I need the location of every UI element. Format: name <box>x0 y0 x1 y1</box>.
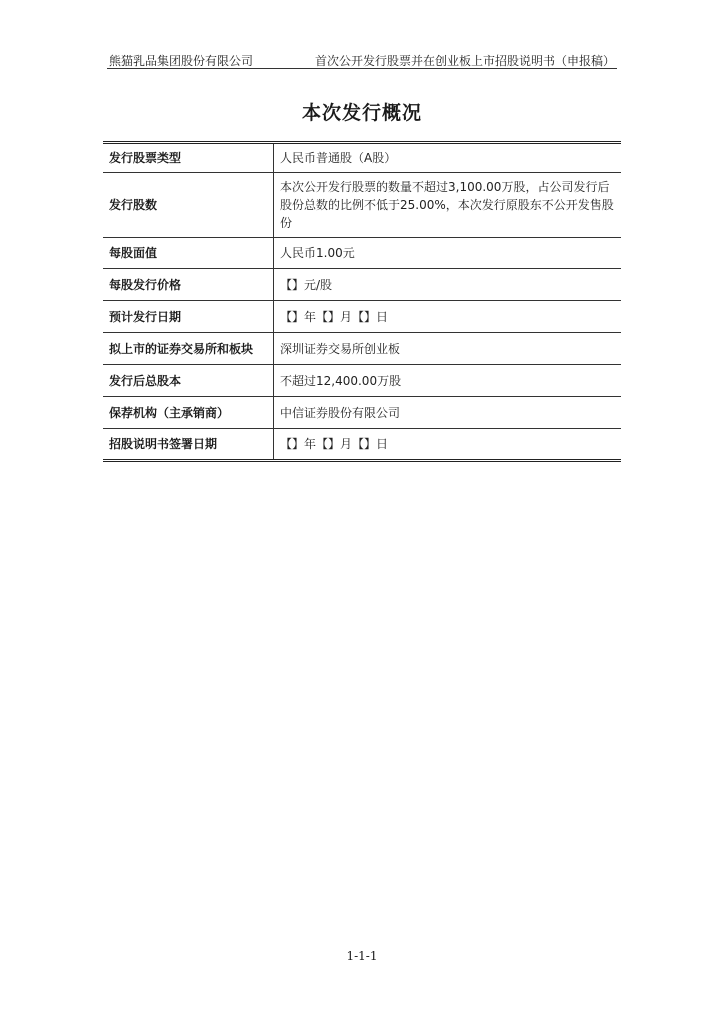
row-value: 【】元/股 <box>274 269 622 301</box>
row-value: 中信证券股份有限公司 <box>274 397 622 429</box>
row-value: 【】年【】月【】日 <box>280 437 389 451</box>
page-title: 本次发行概况 <box>301 102 422 124</box>
row-label: 发行股数 <box>103 173 274 238</box>
header-company-name: 熊猫乳品集团股份有限公司 <box>109 54 254 68</box>
row-value: 不超过12,400.00万股 <box>274 365 622 397</box>
row-label: 每股发行价格 <box>103 269 274 301</box>
row-label: 预计发行日期 <box>103 301 274 333</box>
table-row <box>103 269 621 301</box>
row-value: 深圳证券交易所创业板 <box>274 333 622 365</box>
row-value: 【】年【】月【】日 <box>274 301 622 333</box>
row-label: 招股说明书签署日期 <box>103 429 274 461</box>
header-document-title: 首次公开发行股票并在创业板上市招股说明书（申报稿） <box>314 54 615 68</box>
running-header <box>107 50 615 70</box>
offering-overview-table <box>103 141 621 462</box>
row-label: 每股面值 <box>103 238 274 269</box>
row-label: 发行后总股本 <box>103 365 274 397</box>
table-row <box>103 365 621 397</box>
table-row <box>103 301 621 333</box>
table-row <box>103 397 621 429</box>
row-label: 发行股票类型 <box>103 143 274 173</box>
table-row <box>103 173 621 238</box>
table-row <box>103 333 621 365</box>
table-row <box>103 238 621 269</box>
row-value: 人民币1.00元 <box>274 238 622 269</box>
page-number: 1-1-1 <box>346 949 378 963</box>
row-label: 拟上市的证券交易所和板块 <box>103 333 274 365</box>
table-row <box>103 143 621 173</box>
table-row <box>103 429 621 461</box>
row-label: 保荐机构（主承销商） <box>103 397 274 429</box>
row-value: 人民币普通股（A股） <box>274 143 622 173</box>
row-value: 本次公开发行股票的数量不超过3,100.00万股，占公司发行后股份总数的比例不低于25.00%，本次发行原股东不公开发售股份 <box>274 173 622 238</box>
header-divider <box>107 68 617 69</box>
